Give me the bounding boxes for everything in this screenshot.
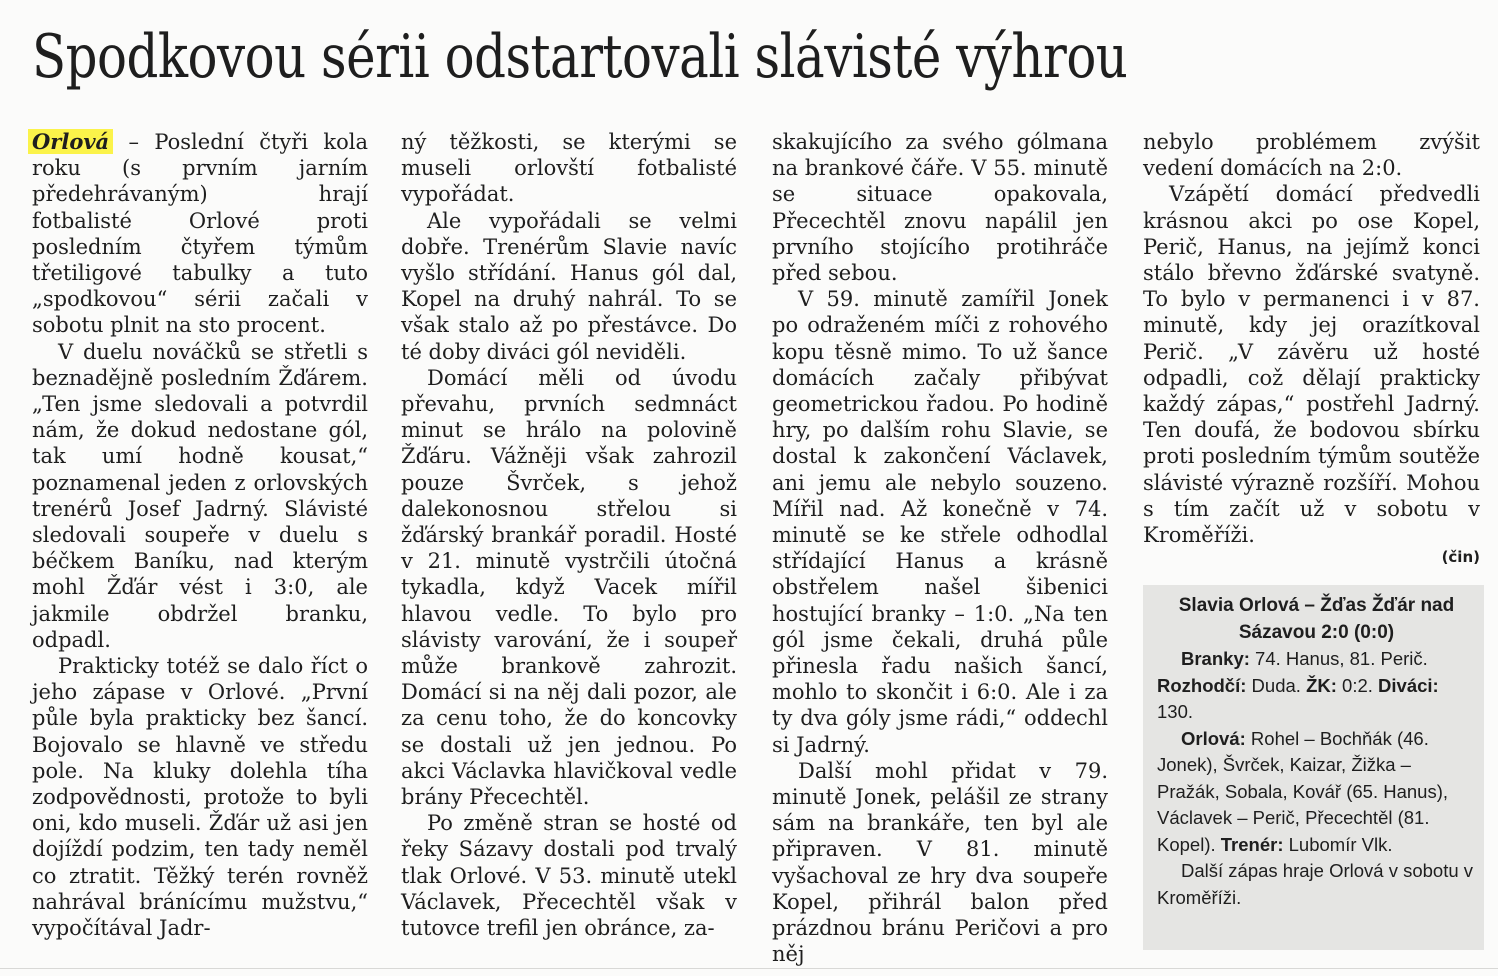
match-result-title: Slavia Orlová – Žďas Žďár nad Sázavou 2:0 (0:0)	[1178, 595, 1455, 643]
article-column-2	[401, 129, 737, 941]
paragraph: Ale vypořádali se velmi dobře. Trenérům Slavie navíc vyšlo střídání. Hanus gól dal, Kopel na druhý nahrál. To se však stalo až po přestávce. Do té doby diváci gól neviděli.	[401, 208, 737, 364]
article-column-3	[772, 129, 1108, 968]
bottom-divider	[0, 968, 1498, 969]
headline: Spodkovou sérii odstartovali slávisté výhrou	[32, 22, 1128, 92]
cards-label: ŽK:	[1306, 674, 1337, 696]
paragraph: skakujícího za svého gólmana na brankové čáře. V 55. minutě se situace opakovala, Přecechtěl znovu napálil jen prvního stojícího protihráče před sebou.	[772, 130, 1108, 286]
paragraph: V duelu nováčků se střetli s beznadějně posledním Žďárem. „Ten jsme sledovali a potvrdil nám, že dokud nedostane gól, tak umí hodně kousat,“ poznamenal jeden z orlovských trenérů Josef Jadrný. Slávisté sledovali soupeře v duelu s béčkem Baníku, nad kterým mohl Žďár vést i 3:0, ale jakmile obdržel branku, odpadl.	[32, 339, 368, 652]
author-signature: (čin)	[1441, 548, 1480, 567]
coach-value: Lubomír Vlk.	[1288, 833, 1393, 855]
paragraph: Domácí měli od úvodu převahu, prvních sedmnáct minut se hrálo na polovině Žďáru. Vážněji však zahrozil pouze Švrček, s jehož dalekonosnou střelou si žďárský brankář poradil. Hosté v 21. minutě vystrčili útočná tykadla, když Vacek mířil hlavou vedle. To bylo pro slávisty varování, že i soupeř může brankově zahrozit. Domácí si na něj dali pozor, ale za cenu toho, že do koncovky se dostali už jen jednou. Po akci Václavka hlavičkoval vedle brány Přecechtěl.	[401, 365, 737, 810]
article-column-1	[32, 129, 368, 941]
paragraph: Vzápětí domácí předvedli krásnou akci po ose Kopel, Perič, Hanus, na jejímž konci stálo břevno žďárské svatyně. To bylo v permanenci i v 87. minutě, kdy jej orazítkoval Perič. „V závěru už hosté odpadli, což dělají prakticky každý zápas,“ postřehl Jadrný. Ten doufá, že bodovou sbírku proti posledním týmům soutěže slávisté výrazně rozšíří. Mohou s tím začít už v sobotu v Kroměříži.	[1143, 182, 1480, 548]
spectators-label: Diváci:	[1378, 674, 1439, 696]
team-lineup: Rohel – Bochňák (46. Jonek), Švrček, Kaizar, Žižka – Pražák, Sobala, Kovář (65. Hanus), Václavek – Perič, Přecechtěl (81. Kopel).	[1157, 727, 1449, 855]
paragraph: nebylo problémem zvýšit vedení domácích na 2:0.	[1143, 130, 1480, 181]
paragraph: Další mohl přidat v 79. minutě Jonek, pelášil ze strany sám na brankáře, ten byl ale připraven. V 81. minutě vyšachoval ze hry dva soupeře Kopel, přihrál balon před prázdnou bránu Peričovi a pro něj	[772, 758, 1108, 967]
team-label: Orlová:	[1181, 727, 1246, 749]
paragraph: Po změně stran se hosté od řeky Sázavy dostali pod trvalý tlak Orlové. V 53. minutě utekl Václavek, Přecechtěl však v tutovce trefil jen obránce, za-	[401, 811, 737, 941]
paragraph	[32, 129, 368, 339]
referee-value: Duda.	[1251, 674, 1301, 696]
officials-line	[1157, 673, 1476, 726]
goals-line	[1157, 646, 1476, 673]
lineup-line	[1157, 726, 1476, 859]
cards-value: 0:2.	[1342, 674, 1373, 696]
referee-label: Rozhodčí:	[1157, 674, 1247, 696]
spectators-value: 130.	[1157, 701, 1194, 722]
paragraph: Prakticky totéž se dalo říct o jeho zápase v Orlové. „První půle byla prakticky bez šancí. Bojovalo se hlavně ve středu pole. Na kluky dolehla tíha zodpovědnosti, protože to byli oni, kdo museli. Žďár už asi jen dojíždí podzim, ten tady neměl co ztratit. Těžký terén rovněž nahrával bránícímu mužstvu,“ vypočítával Jadr-	[32, 654, 368, 941]
goals-label: Branky:	[1181, 648, 1250, 669]
article-column-4	[1143, 129, 1480, 570]
goals-value: 74. Hanus, 81. Perič.	[1255, 648, 1428, 669]
paragraph-text: – Poslední čtyři kola roku (s prvním jarním předehrávaným) hrají fotbalisté Orlové proti posledním čtyřem týmům třetiligové tabulky a tuto „spodkovou“ sérii začali v sobotu plnit na sto procent.	[32, 130, 368, 338]
dateline-highlighted: Orlová	[28, 129, 113, 154]
paragraph: V 59. minutě zamířil Jonek po odraženém míči z rohového kopu těsně mimo. To už šance domácích začaly přibývat geometrickou řadou. Po hodině hry, po dalším rohu Slavie, se dostal k zakončení Václavek, ani jemu ale nebylo souzeno. Mířil nad. Až konečně v 74. minutě se ke střele odhodlal střídající Hanus a krásně obstřelem našel šibenici hostující branky – 1:0. „Na ten gól jsme čekali, druhá půle přinesla řadu našich šancí, mohlo to skončit i 6:0. Ale i za ty dva góly jsme rádi,“ oddechl si Jadrný.	[772, 287, 1108, 757]
next-match-line: Další zápas hraje Orlová v sobotu v Kroměříži.	[1157, 860, 1474, 908]
match-info-box	[1143, 585, 1484, 950]
paragraph: ný těžkosti, se kterými se museli orlovští fotbalisté vypořádat.	[401, 130, 737, 207]
coach-label: Trenér:	[1220, 833, 1284, 855]
